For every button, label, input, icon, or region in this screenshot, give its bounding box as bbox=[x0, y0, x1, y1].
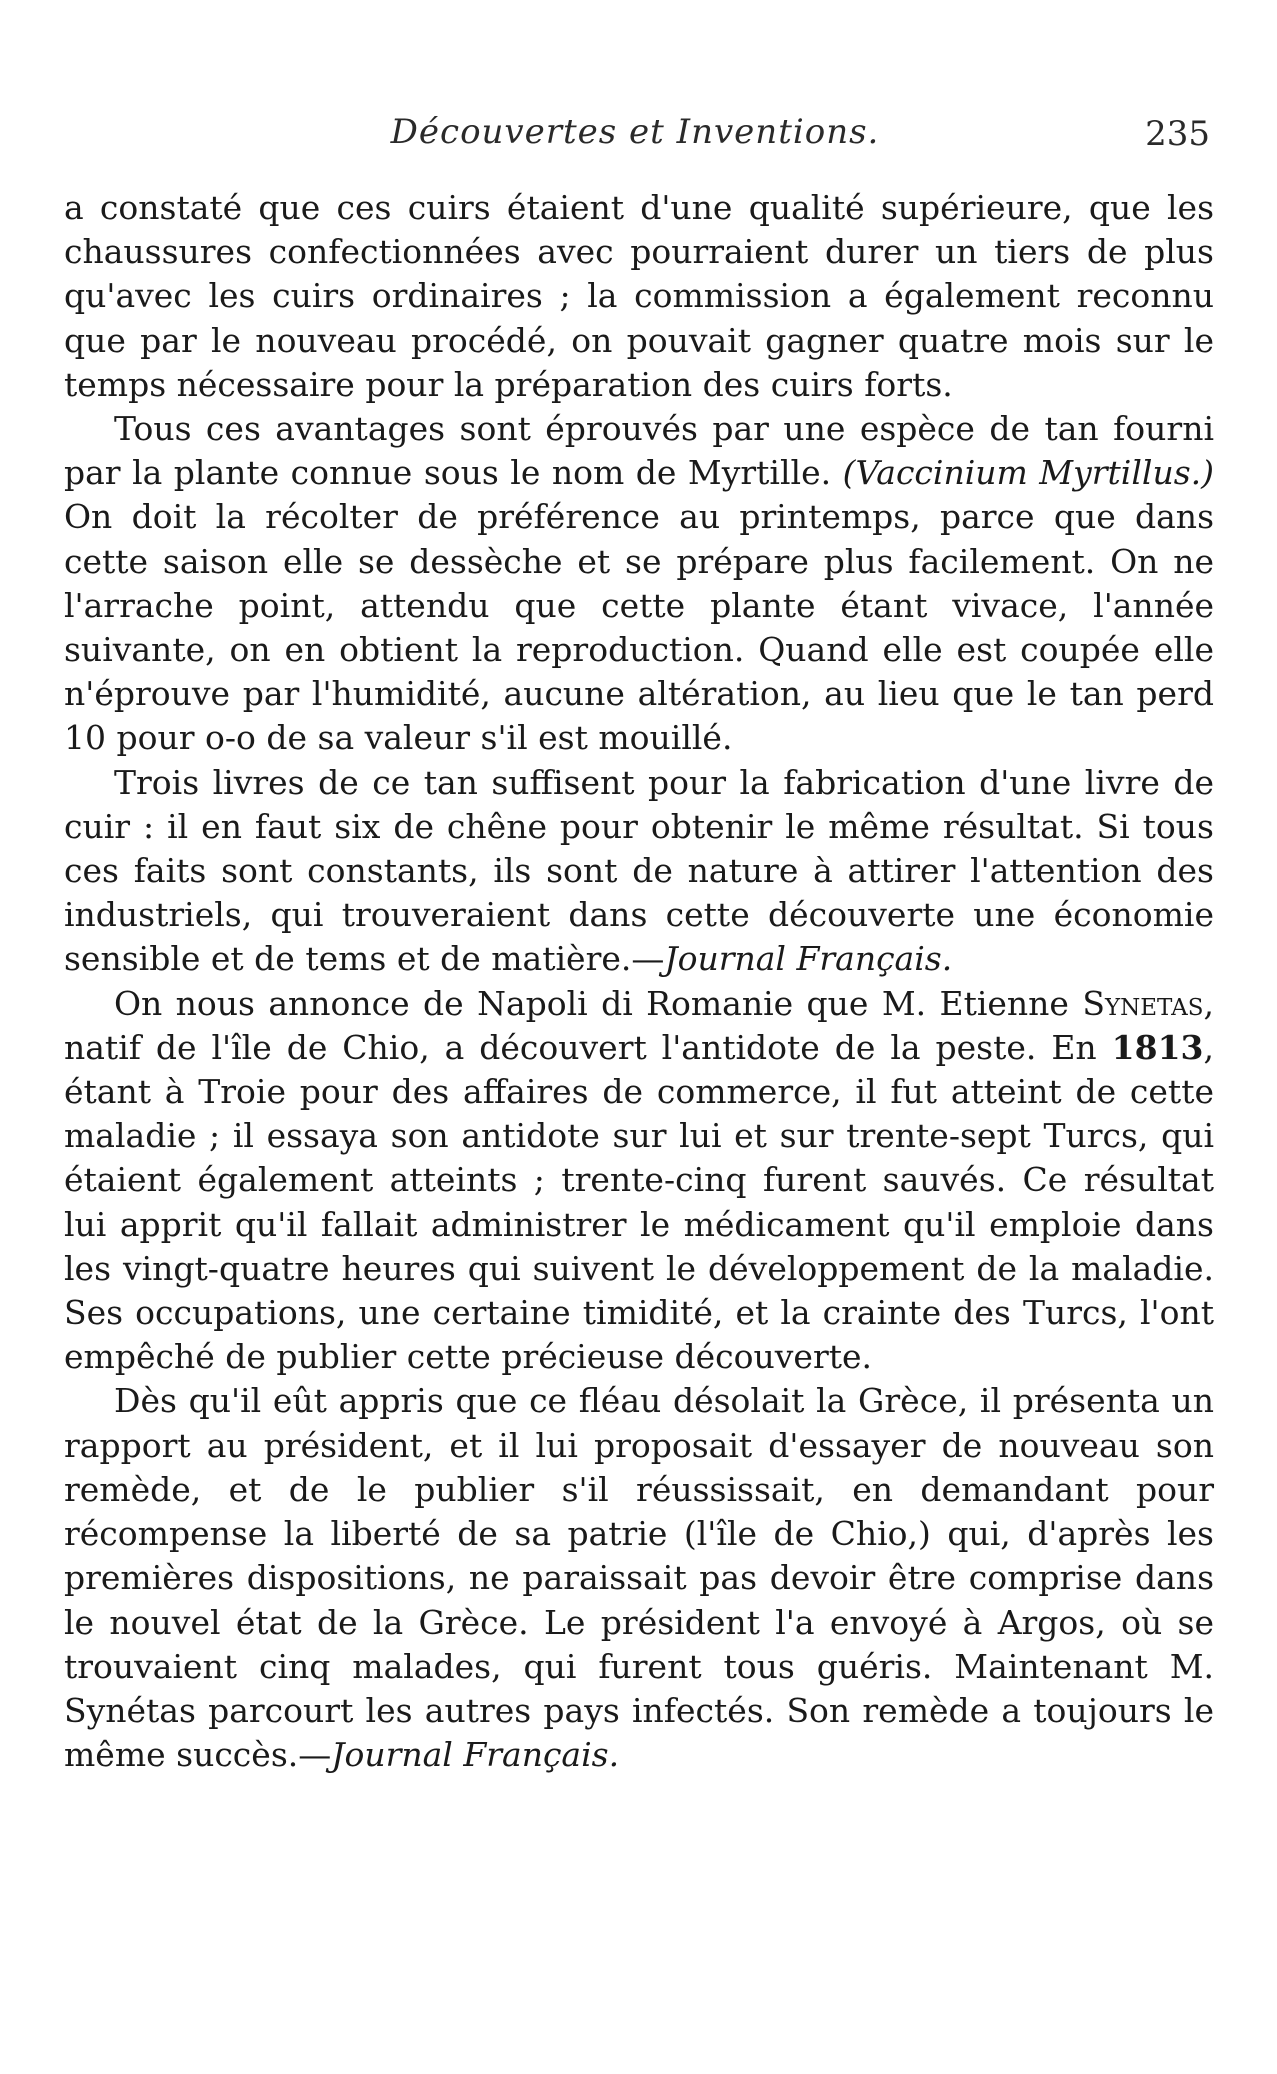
body-text bbox=[64, 186, 1214, 1777]
text-run: On doit la récolter de préférence au printemps, parce que dans cette saison elle se dessèche et se prépare plus facilement. On ne l'arrache point, attendu que cette plante étant vivace, l'année suivante, on en obtient la reproduction. Quand elle est coupée elle n'éprouve par l'humidité, aucune altération, au lieu que le tan perd 10 pour o-o de sa valeur s'il est mouillé. bbox=[64, 497, 1214, 758]
running-title: Découvertes et Inventions. bbox=[390, 112, 880, 152]
text-run: 1813 bbox=[1111, 1027, 1204, 1067]
paragraph bbox=[64, 1379, 1214, 1777]
text-run: Synetas bbox=[1082, 983, 1204, 1023]
text-run: a constaté que ces cuirs étaient d'une qualité supérieure, que les chaussures confectionnées avec pourraient durer un tiers de plus qu'avec les cuirs ordinaires ; la commission a également reconnu que par le nouveau procédé, on pouvait gagner quatre mois sur le temps nécessaire pour la préparation des cuirs forts. bbox=[64, 188, 1214, 404]
text-run: Journal Français. bbox=[664, 939, 953, 979]
text-run: Journal Français. bbox=[331, 1735, 620, 1775]
running-head bbox=[60, 112, 1210, 158]
text-run: Trois livres de ce tan suffisent pour la fabrication d'une livre de cuir : il en faut six de chêne pour obtenir le même résultat. Si tous ces faits sont constants, ils sont de nature à attirer l'attention des industriels, qui trouveraient dans cette découverte une économie sensible et de tems et de matière.— bbox=[64, 762, 1214, 979]
text-run: Tous ces avantages sont éprouvés par une espèce de tan fourni par la plante connue sous le nom de Myrtille. bbox=[64, 409, 1214, 493]
text-run: , étant à Troie pour des affaires de commerce, il fut atteint de cette maladie ; il essaya son antidote sur lui et sur trente-sept Turcs, qui étaient également atteints ; trente-cinq furent sauvés. Ce résultat lui apprit qu'il fallait administrer le médicament qu'il emploie dans les vingt-quatre heures qui suivent le développement de la maladie. Ses occupations, une certaine timidité, et la crainte des Turcs, l'ont empêché de publier cette précieuse découverte. bbox=[64, 1027, 1214, 1377]
paragraph bbox=[64, 186, 1214, 407]
page-number: 235 bbox=[1145, 114, 1210, 154]
text-run: , natif de l'île de Chio, a découvert l'antidote de la peste. En bbox=[64, 983, 1214, 1067]
paragraph bbox=[64, 982, 1214, 1380]
text-run: (Vaccinium Myrtillus.) bbox=[842, 453, 1214, 493]
text-run: Dès qu'il eût appris que ce fléau désolait la Grèce, il présenta un rapport au président, et il lui proposait d'essayer de nouveau son remède, et de le publier s'il réussissait, en demandant pour récompense la liberté de sa patrie (l'île de Chio,) qui, d'après les premières dispositions, ne paraissait pas devoir être comprise dans le nouvel état de la Grèce. Le président l'a envoyé à Argos, où se trouvaient cinq malades, qui furent tous guéris. Maintenant M. Synétas parcourt les autres pays infectés. Son remède a toujours le même succès.— bbox=[64, 1381, 1214, 1775]
text-run: On nous annonce de Napoli di Romanie que M. Etienne bbox=[114, 983, 1083, 1023]
paragraph bbox=[64, 407, 1214, 761]
paragraph bbox=[64, 761, 1214, 982]
